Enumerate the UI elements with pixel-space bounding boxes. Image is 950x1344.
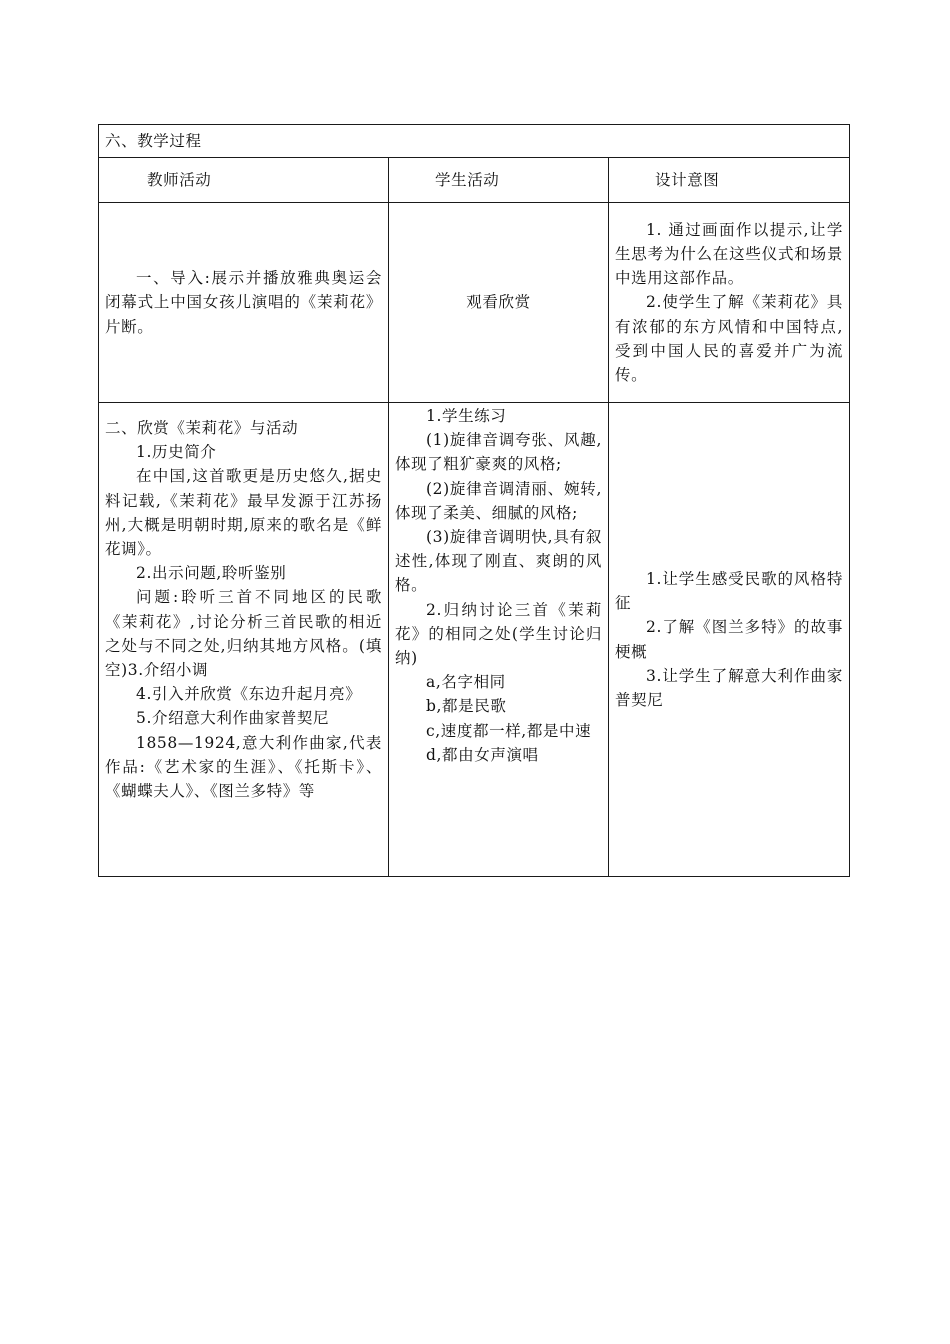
row2-teacher-line: 2.出示问题,聆听鉴别 (136, 564, 287, 583)
row2-student-line: a,名字相同 (426, 673, 506, 692)
row2-teacher-line: 问题:聆听三首不同地区的民歌《茉莉花》,讨论分析三首民歌的相近之处与不同之处,归纳其地方风格。(填空)3.介绍小调 (105, 588, 382, 680)
row2-teacher-line: 1858—1924,意大利作曲家,代表作品:《艺术家的生涯》、《托斯卡》、《蝴蝶夫人》、《图兰多特》等 (105, 733, 382, 801)
row1-intent-item: 1. 通过画面作以提示,让学生思考为什么在这些仪式和场景中选用这部作品。 (615, 220, 844, 288)
row1-student-text: 观看欣赏 (466, 293, 531, 312)
row2-student-line: c,速度都一样,都是中速 (426, 721, 592, 740)
section-title: 六、教学过程 (99, 125, 850, 158)
row2-student-line: b,都是民歌 (426, 697, 507, 716)
row2-student-line: (2)旋律音调清丽、婉转,体现了柔美、细腻的风格; (395, 479, 602, 522)
row1-teacher-text: 一、导入:展示并播放雅典奥运会闭幕式上中国女孩儿演唱的《茉莉花》片断。 (105, 269, 382, 336)
row2-teacher-line: 1.历史简介 (136, 443, 217, 462)
row2-teacher-cell (99, 403, 389, 877)
row2-intent-cell (609, 403, 850, 877)
row2-student-line: 1.学生练习 (426, 407, 507, 425)
row1-intent-cell (609, 203, 850, 403)
row2-teacher-line: 在中国,这首歌更是历史悠久,据史料记载,《茉莉花》最早发源于江苏扬州,大概是明朝时期,原来的歌名是《鲜花调》。 (105, 467, 382, 559)
table-row (99, 203, 850, 403)
row2-student-cell (389, 403, 609, 877)
table-row (99, 403, 850, 877)
row2-teacher-line: 4.引入并欣赏《东边升起月亮》 (136, 685, 362, 704)
header-design-intent: 设计意图 (609, 158, 850, 203)
teaching-process-table (98, 124, 850, 877)
header-student-activity: 学生活动 (389, 158, 609, 203)
row1-student-cell (389, 203, 609, 403)
row2-student-line: (3)旋律音调明快,具有叙述性,体现了刚直、爽朗的风格。 (395, 528, 602, 595)
row2-teacher-line: 二、欣赏《茉莉花》与活动 (105, 419, 299, 437)
row2-student-line: (1)旋律音调夸张、风趣,体现了粗犷豪爽的风格; (395, 431, 602, 474)
header-teacher-activity: 教师活动 (99, 158, 389, 203)
section-title-row (99, 125, 850, 158)
row2-intent-item: 2.了解《图兰多特》的故事梗概 (615, 618, 844, 661)
row2-intent-item: 1.让学生感受民歌的风格特征 (615, 569, 844, 613)
row1-teacher-cell (99, 203, 389, 403)
row2-student-line: d,都由女声演唱 (426, 745, 539, 764)
row2-intent-item: 3.让学生了解意大利作曲家普契尼 (615, 666, 844, 709)
header-row (99, 158, 850, 203)
row1-intent-item: 2.使学生了解《茉莉花》具有浓郁的东方风情和中国特点,受到中国人民的喜爱并广为流传。 (615, 293, 844, 384)
row2-student-line: 2.归纳讨论三首《茉莉花》的相同之处(学生讨论归纳) (395, 600, 602, 668)
row2-teacher-line: 5.介绍意大利作曲家普契尼 (136, 709, 330, 728)
